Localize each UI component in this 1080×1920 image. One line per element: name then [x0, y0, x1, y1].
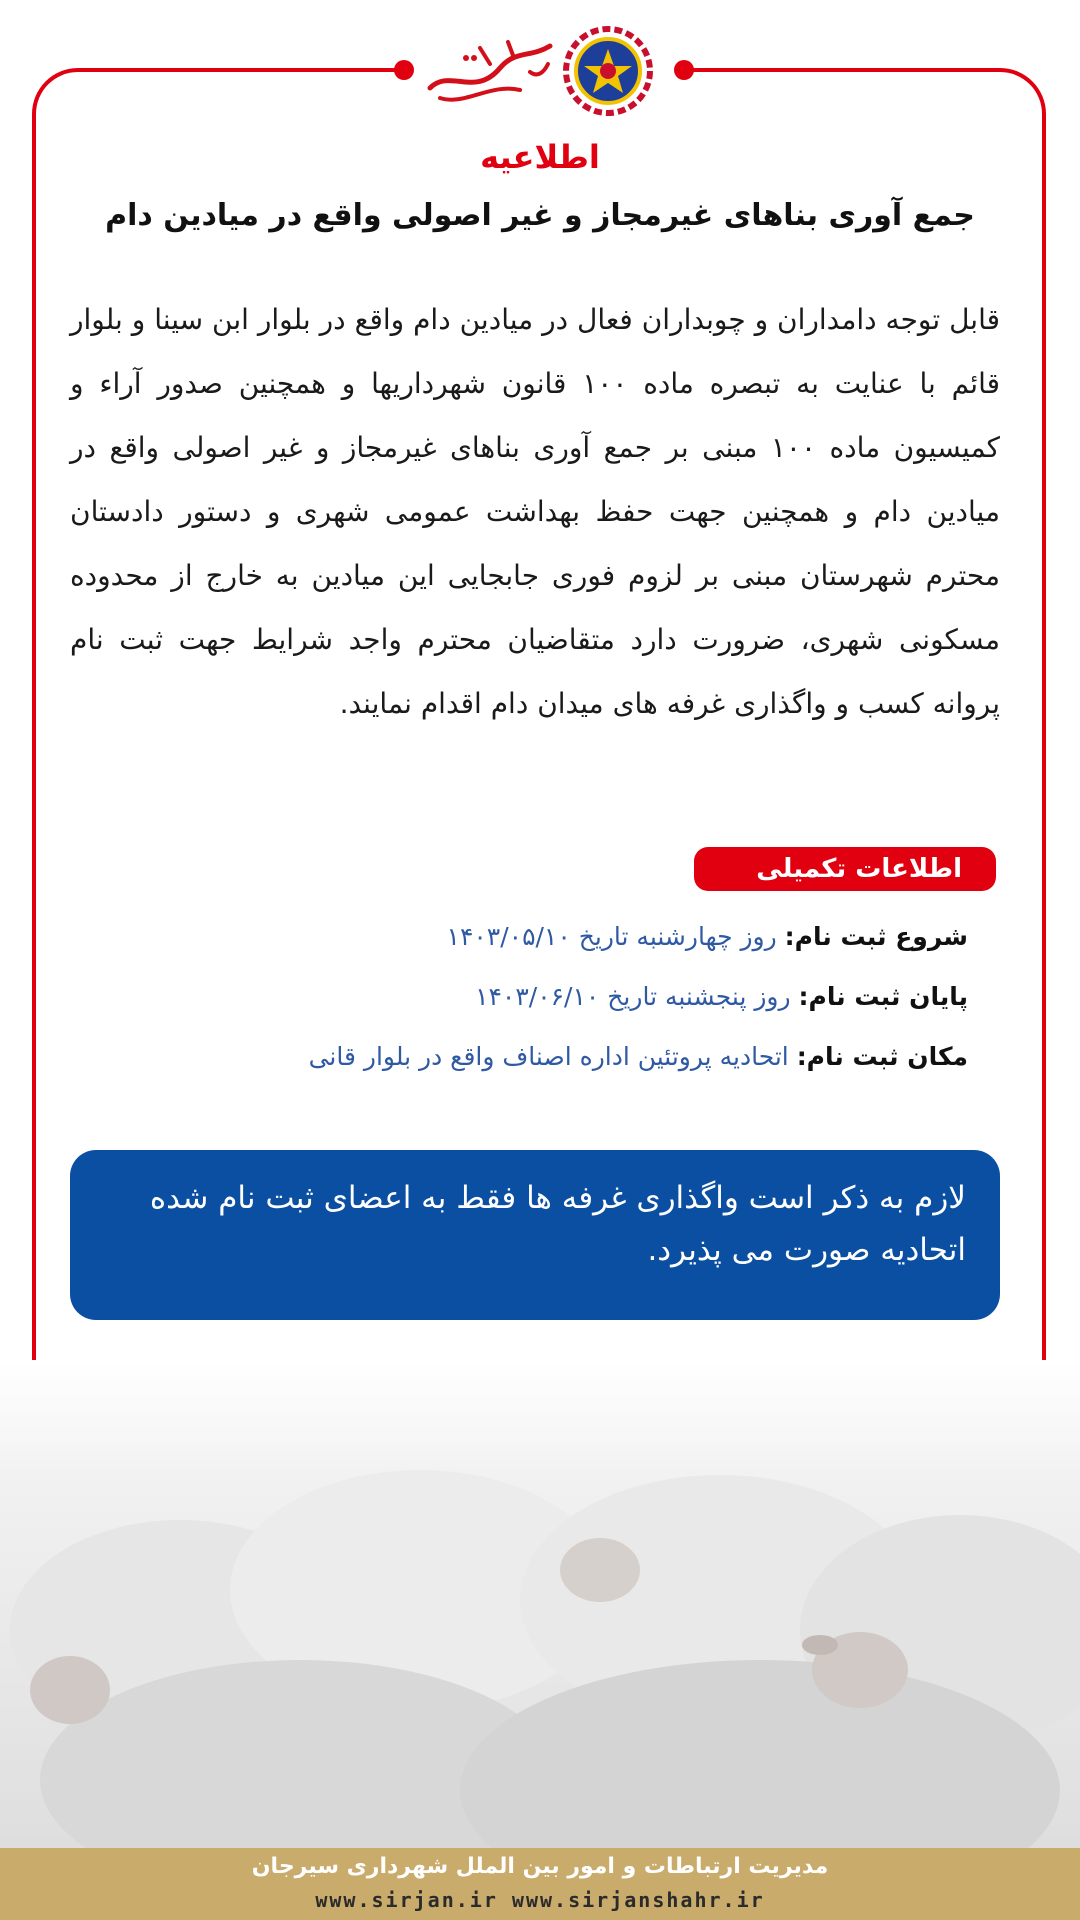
announcement-body: قابل توجه دامداران و چوبداران فعال در میادین دام واقع در بلوار ابن سینا و بلوار قائم با عنایت به تبصره ماده ۱۰۰ قانون شهرداریها و همچنین صدور آراء و کمیسیون ماده ۱۰۰ مبنی بر جمع آوری بناهای غیرمجاز و غیر اصولی واقع در میادین دام و همچنین جهت حفظ بهداشت عمومی شهری و دستور دادستان محترم شهرستان مبنی بر لزوم فوری جابجایی این میادین به خارج از محدوده مسکونی شهری، ضرورت دارد متقاضیان محترم واجد شرایط جهت ثبت نام پروانه کسب و واگذاری غرفه های میدان دام اقدام نمایند.	[70, 303, 1001, 720]
frame-dot-left	[394, 60, 414, 80]
membership-note: لازم به ذکر است واگذاری غرفه ها فقط به اعضای ثبت نام شده اتحادیه صورت می پذیرد.	[70, 1150, 1000, 1320]
footer-org-name: مدیریت ارتباطات و امور بین الملل شهرداری سیرجان	[251, 1854, 829, 1879]
info-value: اتحادیه پروتئین اداره اصناف واقع در بلوار قانی	[308, 1042, 789, 1071]
frame-dot-right	[674, 60, 694, 80]
municipality-emblem-icon	[558, 24, 658, 118]
info-row-end	[475, 982, 968, 1011]
supplementary-info-badge: اطلاعات تکمیلی	[694, 847, 996, 891]
info-row-start	[447, 922, 968, 951]
announcement-subtitle: جمع آوری بناهای غیرمجاز و غیر اصولی واقع در میادین دام	[105, 198, 975, 233]
info-value: روز چهارشنبه تاریخ ۱۴۰۳/۰۵/۱۰	[446, 922, 777, 951]
info-label: پایان ثبت نام:	[798, 982, 968, 1011]
footer	[0, 1848, 1080, 1920]
footer-websites: www.sirjan.ir www.sirjanshahr.ir	[315, 1888, 765, 1912]
sheep-illustration	[0, 1360, 1080, 1850]
info-value: روز پنجشنبه تاریخ ۱۴۰۳/۰۶/۱۰	[475, 982, 791, 1011]
info-row-location	[309, 1042, 968, 1071]
announcement-title: اطلاعیه	[480, 138, 600, 176]
info-label: شروع ثبت نام:	[784, 922, 968, 951]
sheep-photo	[0, 1360, 1080, 1850]
municipality-logo-script	[420, 28, 560, 114]
info-label: مکان ثبت نام:	[796, 1042, 968, 1071]
